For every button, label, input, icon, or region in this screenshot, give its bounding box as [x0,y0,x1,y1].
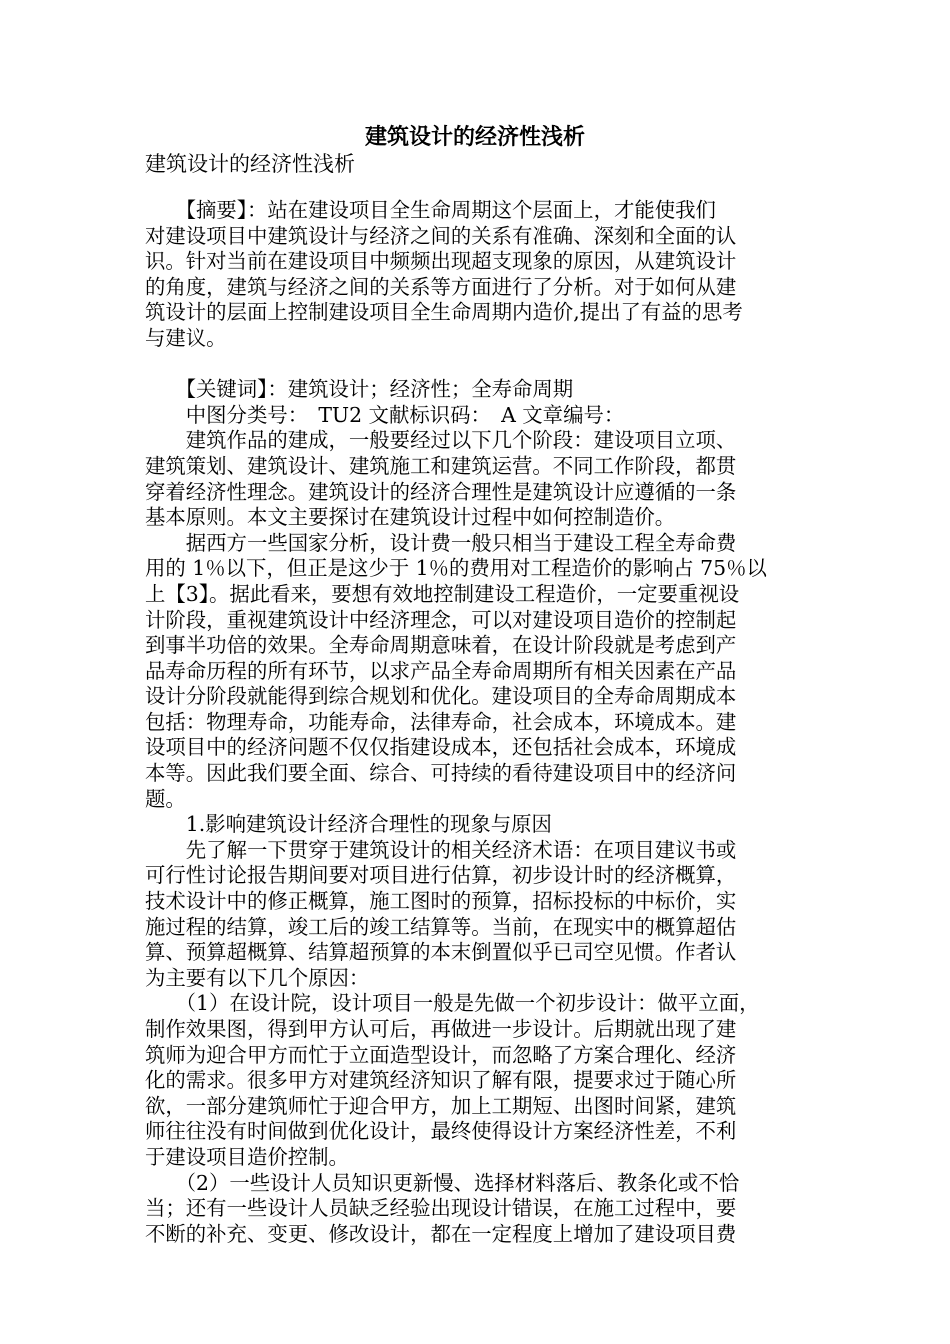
text-line: 建筑策划、建筑设计、建筑施工和建筑运营。不同工作阶段，都贯 [145,453,737,478]
text-line: 包括：物理寿命，功能寿命，法律寿命，社会成本，环境成本。建 [145,709,737,734]
text-line: 当；还有一些设计人员缺乏经验出现设计错误，在施工过程中，要 [145,1196,737,1221]
text-line: 建筑作品的建成，一般要经过以下几个阶段：建设项目立项、 [145,428,737,453]
text-line: 品寿命历程的所有环节，以求产品全寿命周期所有相关因素在产品 [145,658,737,683]
text-line: 到事半功倍的效果。全寿命周期意味着，在设计阶段就是考虑到产 [145,633,737,658]
text-line: 设计分阶段就能得到综合规划和优化。建设项目的全寿命周期成本 [145,684,737,709]
text-line: 题。 [145,786,186,811]
text-line: 的角度，建筑与经济之间的关系等方面进行了分析。对于如何从建 [145,274,737,299]
document-subtitle: 建筑设计的经济性浅析 [145,152,355,176]
text-line: 对建设项目中建筑设计与经济之间的关系有准确、深刻和全面的认 [145,223,737,248]
text-line: 化的需求。很多甲方对建筑经济知识了解有限，提要求过于随心所 [145,1068,737,1093]
text-line [145,352,815,378]
text-line: 于建设项目造价控制。 [145,1144,349,1169]
text-line: 穿着经济性理念。建筑设计的经济合理性是建筑设计应遵循的一条 [145,479,737,504]
text-line: 设项目中的经济问题不仅仅指建设成本，还包括社会成本，环境成 [145,735,737,760]
text-line: 识。针对当前在建设项目中频频出现超支现象的原因，从建筑设计 [145,249,737,274]
text-line: 可行性讨论报告期间要对项目进行估算，初步设计时的经济概算， [145,863,737,888]
text-line: 【关键词】：建筑设计；经济性；全寿命周期 [145,377,574,402]
text-line: 与建议。 [145,325,227,350]
text-line: 先了解一下贯穿于建筑设计的相关经济术语：在项目建议书或 [145,837,737,862]
text-line: 不断的补充、变更、修改设计，都在一定程度上增加了建设项目费 [145,1221,737,1246]
text-line: 算、预算超概算、结算超预算的本末倒置似乎已司空见惯。作者认 [145,940,737,965]
document-body [145,198,815,1247]
text-line: 筑师为迎合甲方而忙于立面造型设计，而忽略了方案合理化、经济 [145,1042,737,1067]
text-line: 筑设计的层面上控制建设项目全生命周期内造价,提出了有益的思考 [145,300,743,325]
text-line: 制作效果图，得到甲方认可后，再做进一步设计。后期就出现了建 [145,1017,737,1041]
text-line: （1）在设计院，设计项目一般是先做一个初步设计：做平立面， [145,991,760,1016]
text-line: （2）一些设计人员知识更新慢、选择材料落后、教条化或不恰 [145,1170,740,1195]
text-line: 本等。因此我们要全面、综合、可持续的看待建设项目中的经济问 [145,761,737,786]
text-line: 技术设计中的修正概算，施工图时的预算，招标投标的中标价，实 [145,889,737,914]
text-line: 师往往没有时间做到优化设计，最终使得设计方案经济性差，不利 [145,1119,737,1144]
text-line: 基本原则。本文主要探讨在建筑设计过程中如何控制造价。 [145,505,676,530]
text-line: 1.影响建筑设计经济合理性的现象与原因 [145,812,552,837]
text-line: 欲，一部分建筑师忙于迎合甲方，加上工期短、出图时间紧，建筑 [145,1093,737,1118]
text-line: 施过程的结算，竣工后的竣工结算等。当前，在现实中的概算超估 [145,914,737,939]
text-line: 【摘要】：站在建设项目全生命周期这个层面上，才能使我们 [145,198,716,222]
text-line: 计阶段，重视建筑设计中经济理念，可以对建设项目造价的控制起 [145,607,737,632]
text-line: 中图分类号： TU2 文献标识码： A 文章编号： [145,402,625,427]
text-line: 为主要有以下几个原因： [145,965,370,990]
text-line: 据西方一些国家分析，设计费一般只相当于建设工程全寿命费 [145,530,737,555]
text-line: 上【3】。据此看来，要想有效地控制建设工程造价，一定要重视设 [145,581,740,606]
document-title: 建筑设计的经济性浅析 [364,124,585,150]
text-line: 用的 1％以下，但正是这少于 1％的费用对工程造价的影响占 75％以 [145,556,767,581]
